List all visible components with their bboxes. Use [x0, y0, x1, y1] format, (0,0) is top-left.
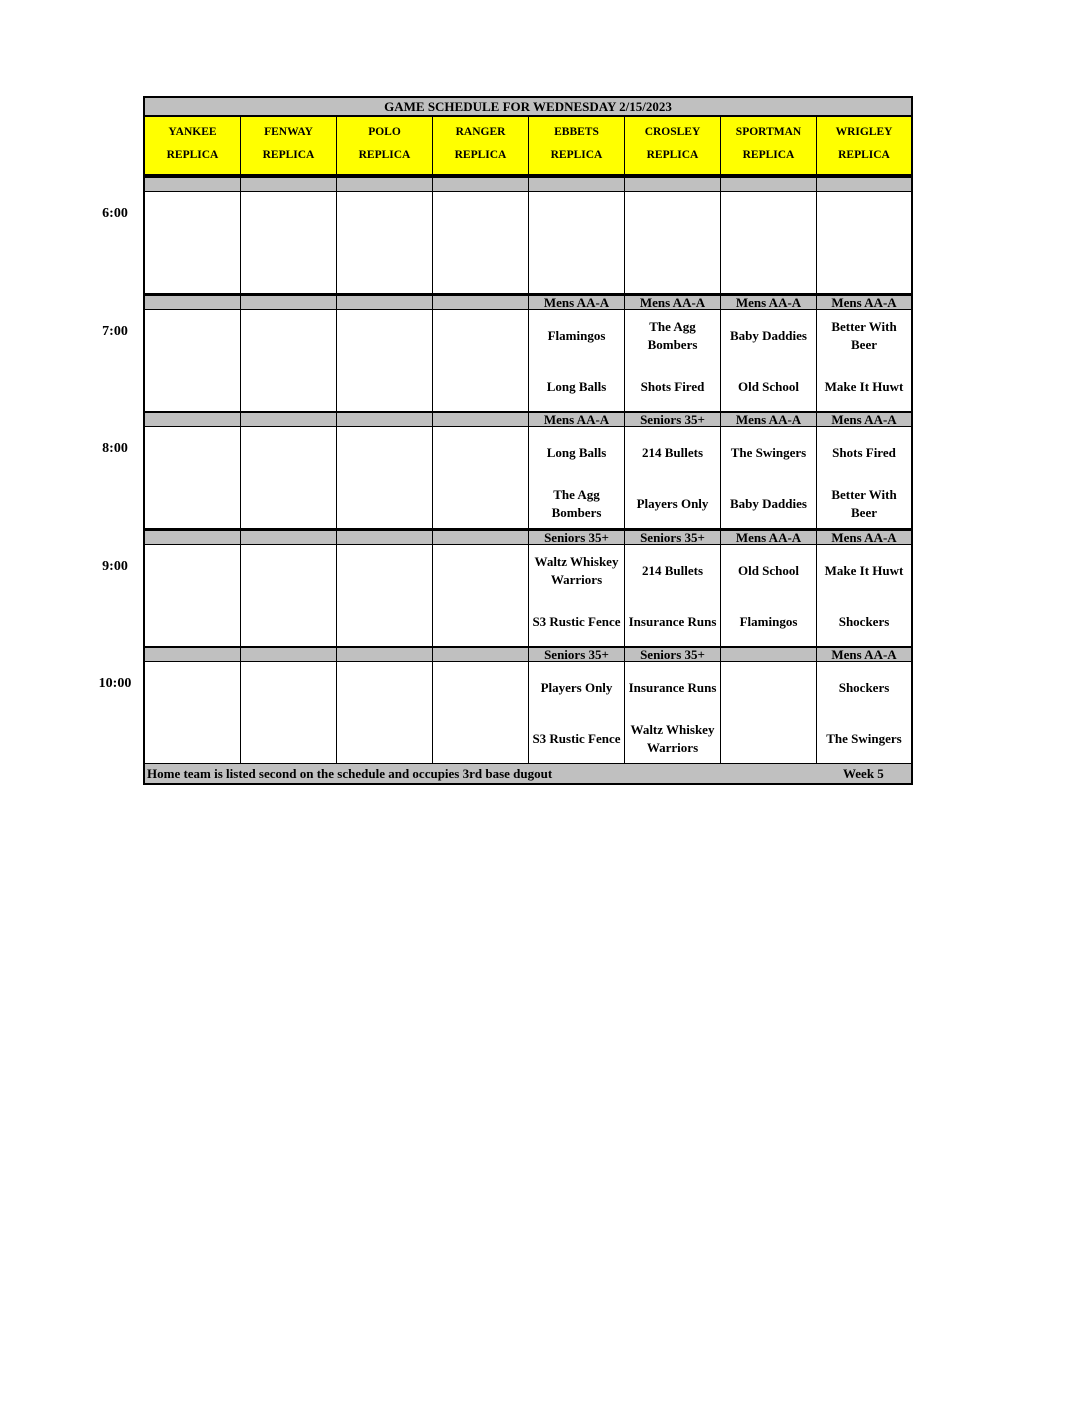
- division-band: [241, 531, 336, 544]
- division-band: [337, 413, 432, 426]
- home-team: Long Balls: [546, 379, 607, 394]
- home-team: Flamingos: [739, 614, 798, 629]
- field-name: FENWAY: [264, 126, 313, 138]
- home-team: The Agg Bombers: [551, 487, 602, 520]
- game-cell: [529, 662, 624, 763]
- game-cell: [433, 545, 528, 646]
- game-cell: [337, 192, 432, 293]
- home-team: Old School: [737, 379, 800, 394]
- field-name: WRIGLEY: [835, 126, 893, 138]
- away-team: Baby Daddies: [730, 328, 807, 343]
- division-band: Mens AA-A: [817, 413, 911, 426]
- away-team: Players Only: [540, 680, 613, 695]
- division-band: [433, 648, 528, 661]
- game-cell: [145, 310, 240, 411]
- division-band: [721, 178, 816, 191]
- division-band: [145, 648, 240, 661]
- game-cell: [529, 192, 624, 293]
- division-band: [145, 413, 240, 426]
- away-team: Better With Beer: [831, 319, 897, 352]
- game-cell: [529, 545, 624, 646]
- home-team: Shots Fired: [640, 379, 705, 394]
- field-type: REPLICA: [838, 149, 890, 161]
- home-team: Shockers: [838, 614, 890, 629]
- home-team: Baby Daddies: [730, 496, 807, 511]
- home-team: Insurance Runs: [628, 614, 717, 629]
- game-cell: [145, 545, 240, 646]
- division-band: [721, 648, 816, 661]
- division-band: Mens AA-A: [625, 296, 720, 309]
- field-name: POLO: [368, 126, 401, 138]
- away-team: Shockers: [838, 680, 890, 695]
- field-type: REPLICA: [742, 149, 795, 161]
- field-type: REPLICA: [262, 149, 315, 161]
- division-band: [337, 296, 432, 309]
- field-header-ebbets: [529, 117, 624, 174]
- game-cell: [145, 192, 240, 293]
- division-band: Seniors 35+: [529, 648, 624, 661]
- division-band: Mens AA-A: [817, 296, 911, 309]
- division-band: [337, 178, 432, 191]
- game-cell: [625, 545, 720, 646]
- field-type: REPLICA: [550, 149, 603, 161]
- time-label: 8:00: [102, 441, 128, 456]
- game-cell: [241, 662, 336, 763]
- division-band: [145, 531, 240, 544]
- game-cell: [433, 310, 528, 411]
- home-team: The Swingers: [826, 731, 902, 746]
- division-band: [241, 296, 336, 309]
- away-team: Old School: [737, 563, 800, 578]
- division-band: [529, 178, 624, 191]
- game-cell: [625, 427, 720, 528]
- division-band: Seniors 35+: [625, 648, 720, 661]
- game-cell: [625, 662, 720, 763]
- away-team: 214 Bullets: [641, 445, 704, 460]
- game-cell: [529, 310, 624, 411]
- division-band: Seniors 35+: [529, 531, 624, 544]
- division-band: [241, 413, 336, 426]
- schedule-title: GAME SCHEDULE FOR WEDNESDAY 2/15/2023: [145, 98, 911, 116]
- division-band: [433, 413, 528, 426]
- field-header-fenway: [241, 117, 336, 174]
- away-team: Make It Huwt: [824, 563, 904, 578]
- game-cell: [337, 545, 432, 646]
- game-cell: [145, 662, 240, 763]
- field-type: REPLICA: [646, 149, 699, 161]
- game-cell: [145, 427, 240, 528]
- home-team: Players Only: [636, 496, 709, 511]
- game-cell: [817, 662, 911, 763]
- division-band: [145, 296, 240, 309]
- time-label: 7:00: [102, 324, 128, 339]
- field-name: RANGER: [455, 126, 506, 138]
- field-name: YANKEE: [168, 126, 217, 138]
- game-cell: [433, 662, 528, 763]
- game-cell: [433, 192, 528, 293]
- division-band: Seniors 35+: [625, 413, 720, 426]
- field-name: SPORTMAN: [735, 126, 802, 138]
- division-band: Seniors 35+: [625, 531, 720, 544]
- division-band: Mens AA-A: [529, 296, 624, 309]
- game-cell: [721, 662, 816, 763]
- division-band: [337, 648, 432, 661]
- game-cell: [721, 192, 816, 293]
- field-header-polo: [337, 117, 432, 174]
- schedule-footer: [145, 764, 911, 783]
- game-cell: [337, 310, 432, 411]
- game-cell: [817, 310, 911, 411]
- division-band: [241, 648, 336, 661]
- division-band: [625, 178, 720, 191]
- field-type: REPLICA: [358, 149, 411, 161]
- time-label: 9:00: [102, 559, 128, 574]
- division-band: Mens AA-A: [721, 531, 816, 544]
- away-team: Waltz Whiskey Warriors: [534, 554, 619, 587]
- division-band: Mens AA-A: [721, 296, 816, 309]
- game-cell: [433, 427, 528, 528]
- field-header-sportman: [721, 117, 816, 174]
- away-team: The Agg Bombers: [647, 319, 698, 352]
- game-cell: [625, 192, 720, 293]
- game-cell: [241, 545, 336, 646]
- away-team: The Swingers: [730, 445, 807, 460]
- field-header-yankee: [145, 117, 240, 174]
- game-cell: [721, 310, 816, 411]
- game-cell: [625, 310, 720, 411]
- game-cell: [241, 192, 336, 293]
- home-team: S3 Rustic Fence: [532, 614, 621, 629]
- away-team: 214 Bullets: [641, 563, 704, 578]
- home-team-note: Home team is listed second on the schedule and occupies 3rd base dugout: [147, 766, 553, 781]
- home-team: Better With Beer: [831, 487, 897, 520]
- field-header-ranger: [433, 117, 528, 174]
- game-cell: [817, 545, 911, 646]
- game-cell: [721, 427, 816, 528]
- game-cell: [241, 310, 336, 411]
- game-cell: [817, 427, 911, 528]
- game-cell: [241, 427, 336, 528]
- division-band: [433, 296, 528, 309]
- field-name: EBBETS: [554, 126, 599, 138]
- division-band: [337, 531, 432, 544]
- division-band: Mens AA-A: [817, 531, 911, 544]
- game-cell: [337, 662, 432, 763]
- field-name: CROSLEY: [644, 126, 701, 138]
- division-band: [241, 178, 336, 191]
- field-type: REPLICA: [166, 149, 219, 161]
- division-band: [145, 178, 240, 191]
- week-label: Week 5: [843, 766, 884, 781]
- away-team: Flamingos: [547, 328, 606, 343]
- game-cell: [337, 427, 432, 528]
- away-team: Insurance Runs: [628, 680, 717, 695]
- schedule-table: [143, 96, 913, 785]
- game-cell: [529, 427, 624, 528]
- field-header-wrigley: [817, 117, 911, 174]
- home-team: S3 Rustic Fence: [532, 731, 621, 746]
- home-team: Waltz Whiskey Warriors: [630, 722, 715, 755]
- game-cell: [721, 545, 816, 646]
- division-band: Mens AA-A: [721, 413, 816, 426]
- division-band: [433, 531, 528, 544]
- away-team: Shots Fired: [832, 445, 896, 460]
- field-type: REPLICA: [454, 149, 507, 161]
- time-label: 10:00: [98, 676, 132, 691]
- time-label: 6:00: [102, 206, 128, 221]
- game-cell: [817, 192, 911, 293]
- division-band: [433, 178, 528, 191]
- field-header-crosley: [625, 117, 720, 174]
- division-band: [817, 178, 911, 191]
- division-band: Mens AA-A: [817, 648, 911, 661]
- away-team: Long Balls: [546, 445, 607, 460]
- home-team: Make It Huwt: [824, 379, 904, 394]
- division-band: Mens AA-A: [529, 413, 624, 426]
